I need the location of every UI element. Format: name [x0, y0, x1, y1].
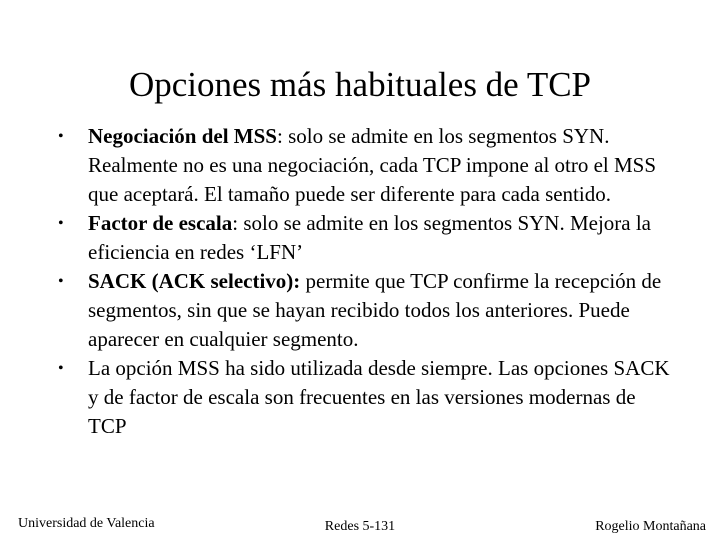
bullet-text [88, 356, 670, 438]
bullet-bold-label: Factor de escala [88, 211, 233, 235]
bullet-item-sack [58, 267, 678, 354]
bullet-text [88, 211, 651, 264]
bullet-icon: • [58, 360, 64, 377]
bullet-body: : solo se admite en los segmentos SYN. Realmente no es una negociación, cada TCP impone al otro el MSS que aceptará. El tamaño puede ser diferente para cada sentido. [88, 124, 657, 206]
bullet-body: : solo se admite en los segmentos SYN. Mejora la eficiencia en redes ‘LFN’ [88, 211, 652, 264]
footer-author: Rogelio Montañana [595, 519, 706, 534]
bullet-bold-label: SACK (ACK selectivo): [88, 269, 301, 293]
bullet-text [88, 269, 661, 351]
bullet-body: permite que TCP confirme la recepción de segmentos, sin que se hayan recibido todos los anteriores. Puede aparecer en cualquier segmento. [88, 269, 662, 351]
footer-university: Universidad de Valencia [18, 516, 155, 531]
bullet-text [88, 124, 656, 206]
bullet-item-usage [58, 354, 678, 441]
bullet-bold-label: Negociación del MSS [88, 124, 277, 148]
footer-page-number: Redes 5-131 [324, 519, 396, 534]
bullet-icon: • [58, 273, 64, 290]
bullet-icon: • [58, 215, 64, 232]
bullet-item-mss [58, 122, 678, 209]
bullet-body: La opción MSS ha sido utilizada desde siempre. Las opciones SACK y de factor de escala son frecuentes en las versiones modernas de TCP [88, 356, 670, 438]
slide-title: Opciones más habituales de TCP [128, 65, 592, 104]
bullet-item-scale-factor [58, 209, 678, 267]
bullet-list [58, 122, 678, 441]
bullet-icon: • [58, 128, 64, 145]
